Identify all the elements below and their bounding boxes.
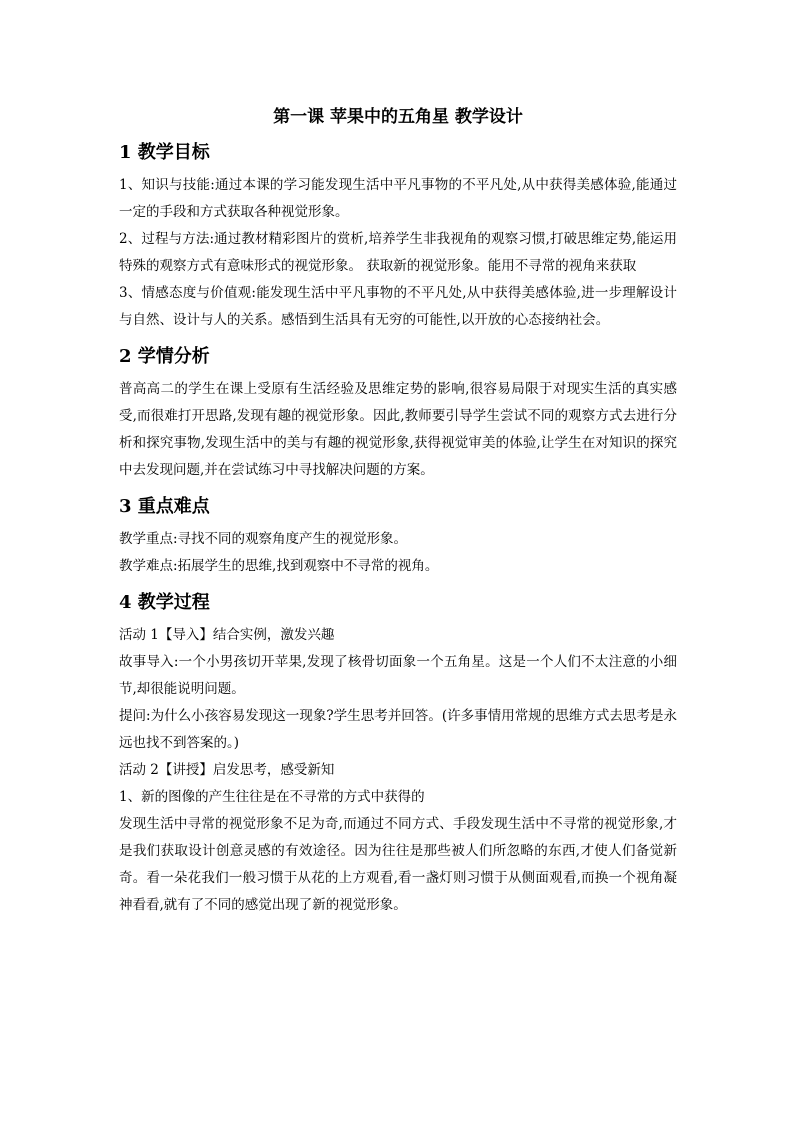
activity-2-point-1: 1、新的图像的产生往往是在不寻常的方式中获得的 <box>119 789 425 805</box>
activity-2-paragraph: 发现生活中寻常的视觉形象不足为奇,而通过不同方式、手段发现生活中不寻常的视觉形象,才是我们获取设计创意灵感的有效途径。因为往往是那些被人们所忽略的东西,才使人们备觉新奇。看一朵花我们一般习惯于从花的上方观看,看一盏灯则习惯于从侧面观看,而换一个视角凝神看看,就有了不同的感觉出现了新的视觉形象。 <box>119 816 677 913</box>
objective-attitude: 3、情感态度与价值观:能发现生活中平凡事物的不平凡处,从中获得美感体验,进一步理解设计与自然、设计与人的关系。感悟到生活具有无穷的可能性,以开放的心态接纳社会。 <box>119 285 677 328</box>
difficult-point: 教学难点:拓展学生的思维,找到观察中不寻常的视角。 <box>119 558 439 574</box>
activity-1-title: 活动 1【导入】结合实例，激发兴趣 <box>119 627 335 643</box>
objective-process: 2、过程与方法:通过教材精彩图片的赏析,培养学生非我视角的观察习惯,打破思维定势,能运用特殊的观察方式有意味形式的视觉形象。 获取新的视觉形象。能用不寻常的视角来获取 <box>119 231 677 274</box>
activity-1-question: 提问:为什么小孩容易发现这一现象?学生思考并回答。(许多事情用常规的思维方式去思考是永远也找不到答案的。) <box>119 708 677 751</box>
section-heading-process: 4 教学过程 <box>119 592 210 613</box>
section-heading-key-points: 3 重点难点 <box>119 496 210 517</box>
objective-knowledge: 1、知识与技能:通过本课的学习能发现生活中平凡事物的不平凡处,从中获得美感体验,能通过一定的手段和方式获取各种视觉形象。 <box>119 177 677 220</box>
activity-1-story: 故事导入:一个小男孩切开苹果,发现了核骨切面象一个五角星。这是一个人们不太注意的小细节,却很能说明问题。 <box>119 654 677 697</box>
activity-2-title: 活动 2【讲授】启发思考，感受新知 <box>119 762 335 778</box>
key-point: 教学重点:寻找不同的观察角度产生的视觉形象。 <box>119 531 408 547</box>
document-content <box>119 104 677 919</box>
document-title: 第一课 苹果中的五角星 教学设计 <box>273 107 523 127</box>
section-heading-objectives: 1 教学目标 <box>119 142 210 163</box>
analysis-paragraph: 普高高二的学生在课上受原有生活经验及思维定势的影响,很容易局限于对现实生活的真实感受,而很难打开思路,发现有趣的视觉形象。因此,教师要引导学生尝试不同的观察方式去进行分析和探究事物,发现生活中的美与有趣的视觉形象,获得视觉审美的体验,让学生在对知识的探究中去发现问题,并在尝试练习中寻找解决问题的方案。 <box>119 381 677 478</box>
section-heading-analysis: 2 学情分析 <box>119 346 210 367</box>
